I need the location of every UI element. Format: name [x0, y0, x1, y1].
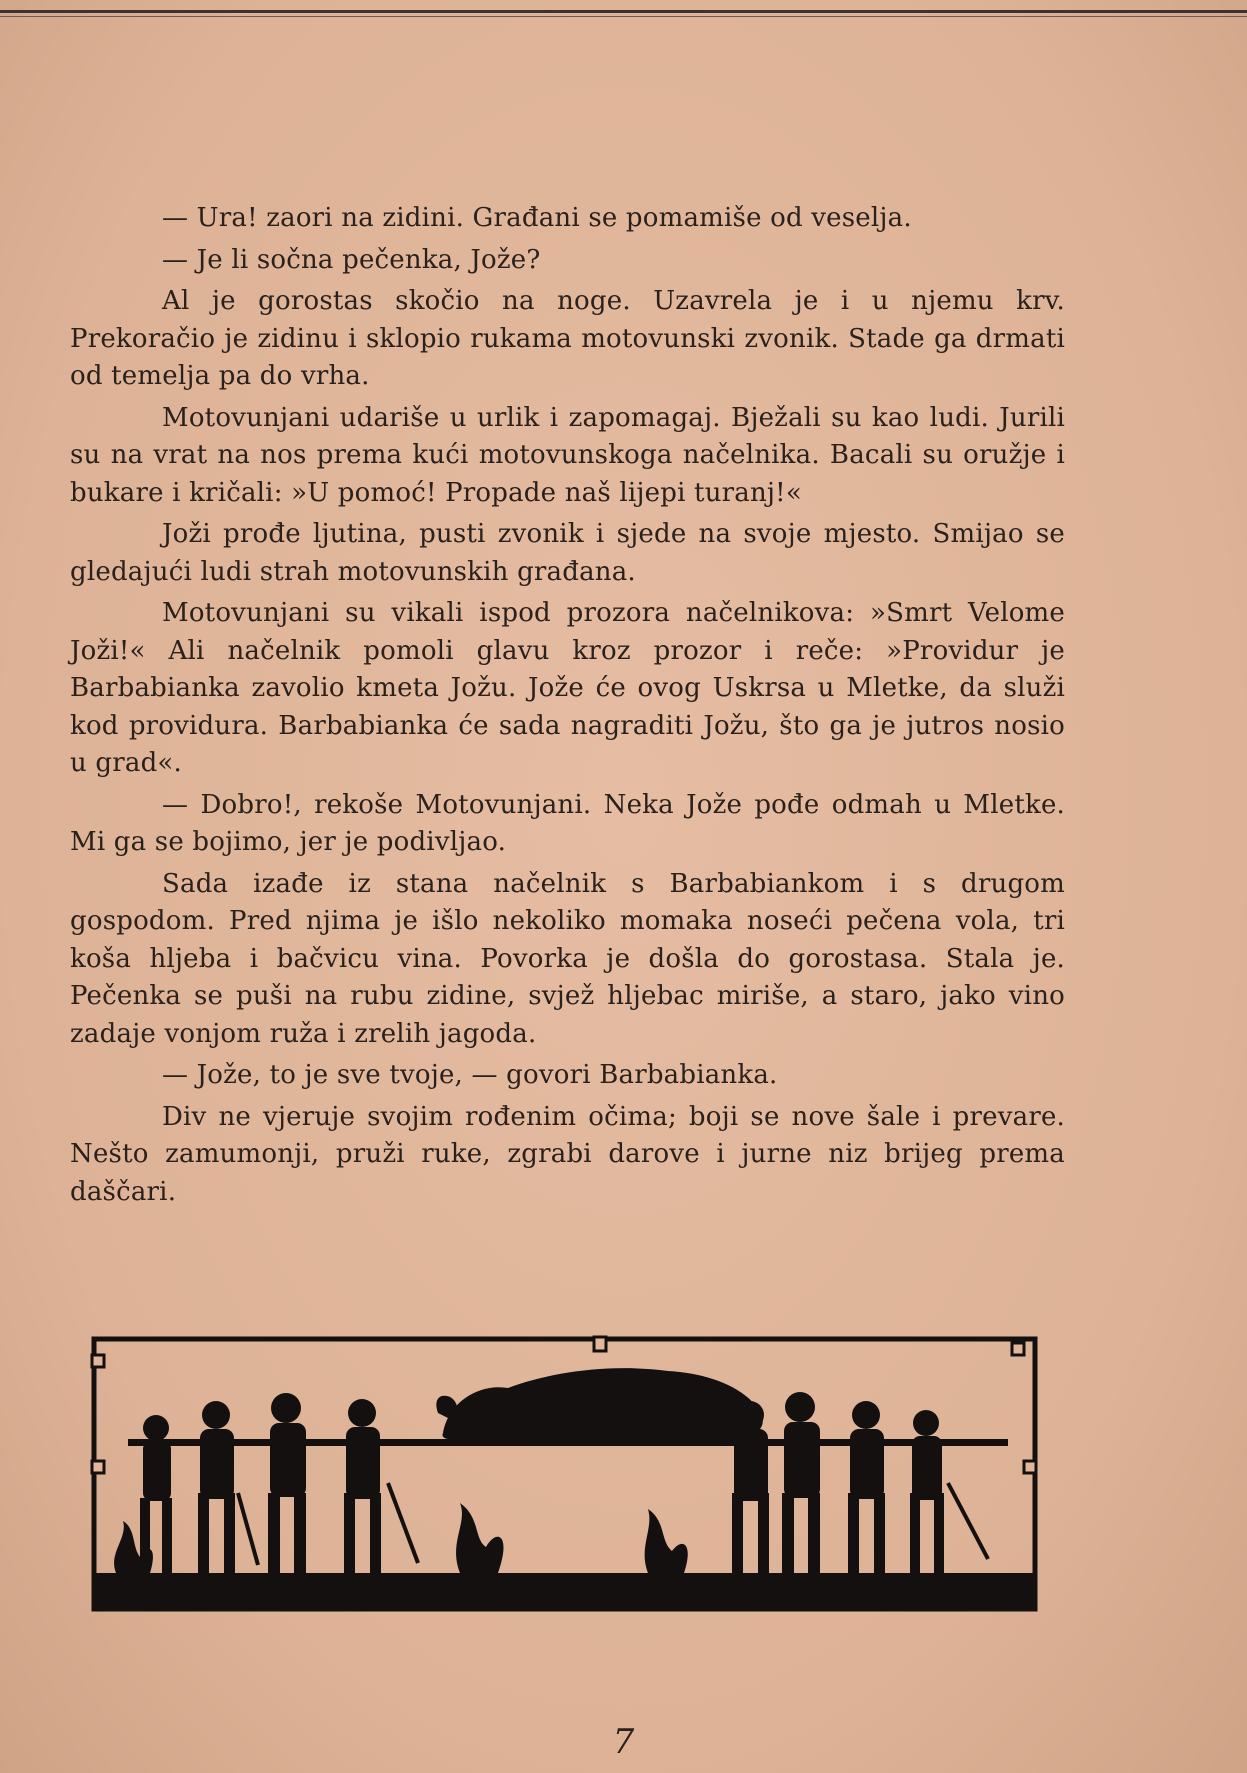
paragraph-10: Div ne vjeruje svojim rođenim očima; boji se nove šale i prevare. Nešto zamumonji, pruži ruke, zgrabi darove i jurne niz brijeg prema daščari.	[70, 1101, 1065, 1207]
paragraph-4: Motovunjani udariše u urlik i zapomagaj. Bježali su kao ludi. Jurili su na vrat na nos prema kući motovunskoga načelnika. Bacali su oružje i bukare i kričali: »U pomoć! Propade naš lijepi turanj!«	[70, 402, 1065, 508]
silhouette-procession-icon	[88, 1333, 1041, 1615]
page-number: 7	[612, 1722, 635, 1762]
top-border-rule	[0, 10, 1247, 13]
silhouette-procession-illustration	[88, 1333, 1041, 1615]
body-text	[70, 200, 1065, 1215]
paragraph-1: — Ura! zaori na zidini. Građani se pomamiše od veselja.	[162, 203, 912, 233]
paragraph-3: Al je gorostas skočio na noge. Uzavrela je i u njemu krv. Prekoračio je zidinu i sklopio rukama motovunski zvonik. Stade ga drmati od temelja pa do vrha.	[70, 286, 1065, 391]
paragraph-9: — Jože, to je sve tvoje, — govori Barbabianka.	[162, 1060, 778, 1090]
top-border-rule-thin	[0, 16, 1247, 17]
paragraph-7: — Dobro!, rekoše Motovunjani. Neka Jože pođe odmah u Mletke. Mi ga se bojimo, jer je podivljao.	[70, 789, 1065, 857]
paragraph-2: — Je li sočna pečenka, Jože?	[162, 244, 541, 275]
paragraph-6: Motovunjani su vikali ispod prozora načelnikova: »Smrt Velome Joži!« Ali načelnik pomoli glavu kroz prozor i reče: »Providur je Barbabianka zavolio kmeta Jožu. Jože će ovog Uskrsa u Mletke, da služi kod providura. Barbabianka će sada nagraditi Jožu, što ga je jutros nosio u grad«.	[70, 598, 1065, 778]
paragraph-5: Joži prođe ljutina, pusti zvonik i sjede na svoje mjesto. Smijao se gledajući ludi strah motovunskih građana.	[70, 519, 1065, 587]
paragraph-8: Sada izađe iz stana načelnik s Barbabiankom i s drugom gospodom. Pred njima je išlo nekoliko momaka noseći pečena vola, tri koša hljeba i bačvicu vina. Povorka je došla do gorostasa. Stala je. Pečenka se puši na rubu zidine, svjež hljebac miriše, a staro, jako vino zadaje vonjom ruža i zrelih jagoda.	[70, 868, 1065, 1049]
